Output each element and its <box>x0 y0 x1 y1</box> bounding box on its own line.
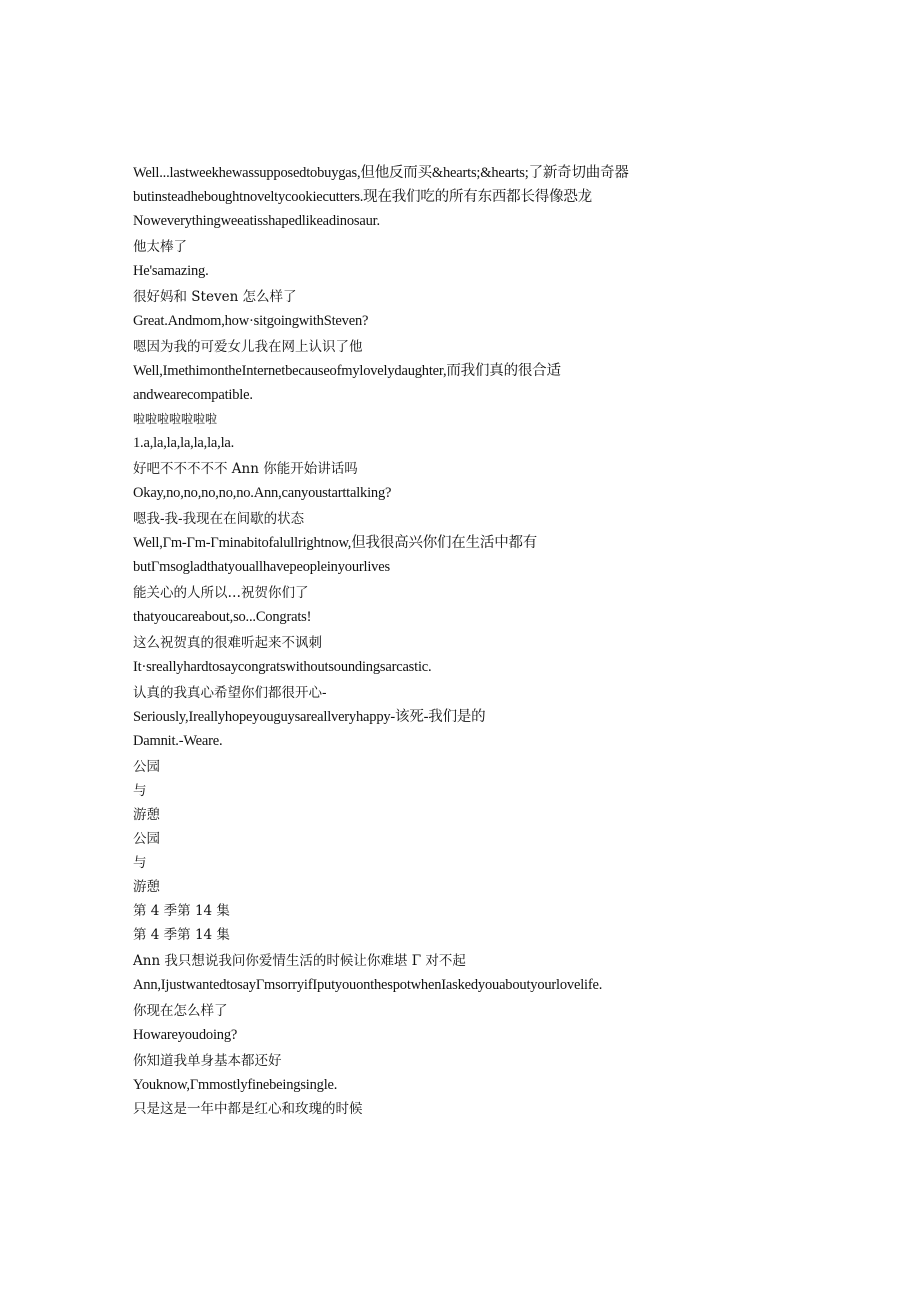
subtitle-line: 嗯我-我-我现在在间歇的状态 <box>133 511 305 527</box>
subtitle-line: Great.Andmom,how·sitgoingwithSteven? <box>133 313 369 329</box>
subtitle-line: 他太棒了 <box>133 239 187 255</box>
subtitle-line: 啦啦啦啦啦啦啦 <box>133 412 218 426</box>
subtitle-line: 你现在怎么样了 <box>133 1003 228 1019</box>
subtitle-line: 很好妈和 Steven 怎么样了 <box>133 289 297 305</box>
subtitle-line: Well...lastweekhewassupposedtobuygas,但他反而买&hearts;&hearts;了新奇切曲奇器 <box>133 165 629 181</box>
subtitle-line: Youknow,Γmmostlyfinebeingsingle. <box>133 1077 338 1093</box>
subtitle-line: Howareyoudoing? <box>133 1027 238 1043</box>
subtitle-transcript <box>133 161 833 1121</box>
subtitle-line: 第 4 季第 14 集 <box>133 903 230 919</box>
subtitle-line: 游憩 <box>133 879 160 895</box>
subtitle-line: He'samazing. <box>133 263 209 279</box>
subtitle-line: andwearecompatible. <box>133 387 253 403</box>
subtitle-line: Ann 我只想说我问你爱情生活的时候让你难堪 Γ 对不起 <box>133 953 466 969</box>
subtitle-line: 公园 <box>133 831 160 847</box>
subtitle-line: Well,ImethimontheInternetbecauseofmylovelydaughter,而我们真的很合适 <box>133 363 561 379</box>
subtitle-line: Ann,IjustwantedtosayΓmsorryifIputyouonthespotwhenIaskedyouaboutyourlovelife. <box>133 977 603 993</box>
subtitle-line: 公园 <box>133 759 160 775</box>
subtitle-line: 第 4 季第 14 集 <box>133 927 230 943</box>
subtitle-line: thatyoucareabout,so...Congrats! <box>133 609 312 625</box>
subtitle-line: 游憩 <box>133 807 160 823</box>
subtitle-line: butinsteadheboughtnoveltycookiecutters.现在我们吃的所有东西都长得像恐龙 <box>133 189 592 205</box>
subtitle-line: Okay,no,no,no,no,no.Ann,canyoustarttalking? <box>133 485 392 501</box>
subtitle-line: Well,Γm-Γm-Γminabitofalullrightnow,但我很高兴你们在生活中都有 <box>133 535 538 551</box>
subtitle-line: Seriously,Ireallyhopeyouguysareallveryhappy-该死-我们是的 <box>133 709 486 725</box>
subtitle-line: Damnit.-Weare. <box>133 733 223 749</box>
subtitle-line: 能关心的人所以…祝贺你们了 <box>133 585 309 601</box>
subtitle-line: 嗯因为我的可爱女儿我在网上认识了他 <box>133 339 363 355</box>
subtitle-line: 只是这是一年中都是红心和玫瑰的时候 <box>133 1101 363 1117</box>
subtitle-line: 1.a,la,la,la,la,la,la. <box>133 435 235 451</box>
subtitle-line: 你知道我单身基本都还好 <box>133 1053 282 1069</box>
subtitle-line: It·sreallyhardtosaycongratswithoutsoundingsarcastic. <box>133 659 432 675</box>
subtitle-line: butΓmsogladthatyouallhavepeopleinyourlives <box>133 559 390 575</box>
subtitle-line: 这么祝贺真的很难听起来不讽刺 <box>133 635 322 651</box>
subtitle-line: 认真的我真心希望你们都很开心- <box>133 685 327 701</box>
subtitle-line: Noweverythingweeatisshapedlikeadinosaur. <box>133 213 380 229</box>
subtitle-line: 好吧不不不不不 Ann 你能开始讲话吗 <box>133 461 358 477</box>
subtitle-line: 与 <box>133 783 147 799</box>
subtitle-line: 与 <box>133 855 147 871</box>
